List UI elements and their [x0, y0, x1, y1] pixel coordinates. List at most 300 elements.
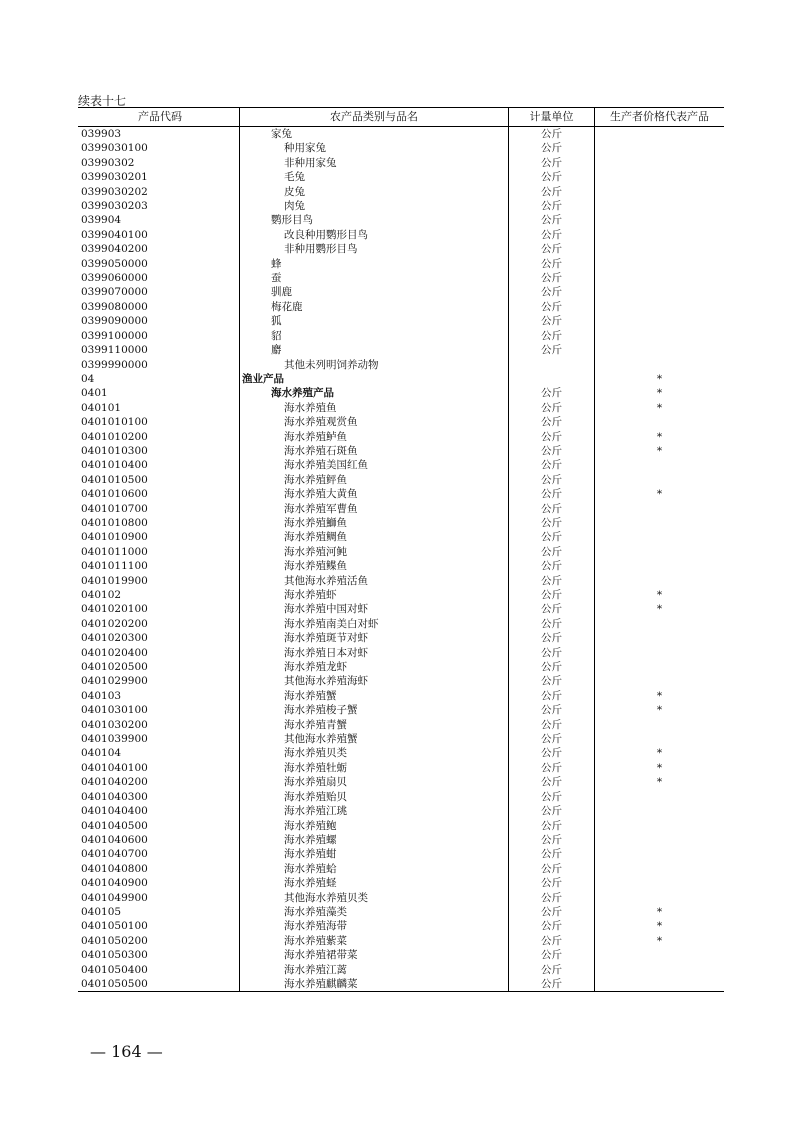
- product-code-cell: 0401: [81, 387, 108, 400]
- unit-cell: 公斤: [509, 502, 595, 516]
- product-code-cell: 0399040200: [81, 243, 148, 256]
- product-name-cell: 海水养殖藻类: [240, 905, 509, 919]
- unit-cell: [509, 358, 595, 372]
- product-name-cell: 非种用鹦形目鸟: [240, 242, 509, 256]
- table-row: [78, 919, 724, 933]
- table-row: [78, 847, 724, 861]
- product-name-cell: 海水养殖产品: [240, 386, 509, 400]
- table-row: [78, 819, 724, 833]
- product-code-cell: 0401040600: [81, 833, 148, 846]
- table-row: [78, 199, 724, 213]
- table-row: [78, 530, 724, 544]
- table-row: [78, 516, 724, 530]
- table-row: [78, 746, 724, 760]
- product-code-table: [78, 107, 724, 992]
- unit-cell: 公斤: [509, 732, 595, 746]
- product-code-cell: 0399100000: [81, 329, 148, 342]
- table-row: [78, 703, 724, 717]
- product-code-cell: 0401040300: [81, 790, 148, 803]
- unit-cell: 公斤: [509, 199, 595, 213]
- representative-mark-cell: [595, 257, 725, 271]
- product-name-cell: 其他海水养殖贝类: [240, 891, 509, 905]
- product-code-cell: 0399110000: [81, 344, 148, 357]
- product-code-cell: 040101: [81, 401, 122, 414]
- representative-mark-cell: [595, 516, 725, 530]
- representative-mark-cell: [595, 314, 725, 328]
- unit-cell: 公斤: [509, 415, 595, 429]
- unit-cell: 公斤: [509, 905, 595, 919]
- unit-cell: [509, 372, 595, 386]
- product-code-cell: 04: [81, 372, 95, 385]
- table-row: [78, 646, 724, 660]
- table-row: [78, 329, 724, 343]
- unit-cell: 公斤: [509, 819, 595, 833]
- table-row: [78, 271, 724, 285]
- product-code-cell: 040102: [81, 589, 122, 601]
- representative-mark-cell: [595, 819, 725, 833]
- unit-cell: 公斤: [509, 718, 595, 732]
- product-code-cell: 0399030202: [81, 185, 148, 198]
- product-name-cell: 海水养殖紫菜: [240, 934, 509, 948]
- representative-mark-cell: [595, 790, 725, 804]
- product-name-cell: 海水养殖河鲀: [240, 545, 509, 559]
- product-name-cell: 改良种用鹦形目鸟: [240, 228, 509, 242]
- representative-mark-cell: *: [595, 487, 725, 501]
- product-code-cell: 0401050500: [78, 977, 240, 992]
- unit-cell: 公斤: [509, 646, 595, 660]
- unit-cell: 公斤: [509, 516, 595, 530]
- unit-cell: 公斤: [509, 271, 595, 285]
- product-code-cell: 0401010600: [81, 488, 148, 501]
- product-name-cell: 海水养殖斑节对虾: [240, 631, 509, 645]
- product-name-cell: 海水养殖鲈鱼: [240, 430, 509, 444]
- table-row: [78, 905, 724, 919]
- representative-mark-cell: [595, 343, 725, 357]
- representative-mark-cell: [595, 271, 725, 285]
- representative-mark-cell: [595, 127, 725, 142]
- unit-cell: 公斤: [509, 559, 595, 573]
- table-row: [78, 185, 724, 199]
- unit-cell: 公斤: [509, 934, 595, 948]
- table-row: [78, 401, 724, 415]
- table-row: [78, 242, 724, 256]
- product-name-cell: 海水养殖青蟹: [240, 718, 509, 732]
- representative-mark-cell: [595, 646, 725, 660]
- unit-cell: 公斤: [509, 588, 595, 602]
- table-row: [78, 761, 724, 775]
- product-code-cell: 0401029900: [81, 675, 148, 688]
- unit-cell: 公斤: [509, 300, 595, 314]
- representative-mark-cell: [595, 170, 725, 184]
- product-code-cell: 0401050300: [81, 949, 148, 962]
- unit-cell: 公斤: [509, 602, 595, 616]
- unit-cell: 公斤: [509, 545, 595, 559]
- table-row: [78, 415, 724, 429]
- table-row: [78, 588, 724, 602]
- representative-mark-cell: [595, 545, 725, 559]
- table-row: [78, 963, 724, 977]
- table-row: [78, 300, 724, 314]
- representative-mark-cell: [595, 473, 725, 487]
- table-row: [78, 660, 724, 674]
- product-code-cell: 0401010500: [81, 473, 148, 486]
- representative-mark-cell: [595, 141, 725, 155]
- product-code-cell: 0401019900: [81, 574, 148, 587]
- unit-cell: 公斤: [509, 919, 595, 933]
- table-row: [78, 876, 724, 890]
- product-code-cell: 0401010800: [81, 516, 148, 529]
- product-code-cell: 0401040200: [81, 776, 148, 789]
- table-row: [78, 574, 724, 588]
- table-row: [78, 228, 724, 242]
- product-name-cell: 海水养殖海带: [240, 919, 509, 933]
- table-row: [78, 386, 724, 400]
- product-code-cell: 0401039900: [81, 733, 148, 746]
- product-code-cell: 0401010400: [81, 459, 148, 472]
- representative-mark-cell: [595, 631, 725, 645]
- table-row: [78, 444, 724, 458]
- product-code-cell: 0401011000: [81, 545, 148, 558]
- representative-mark-cell: *: [595, 386, 725, 400]
- unit-cell: 公斤: [509, 761, 595, 775]
- product-name-cell: 海水养殖江蓠: [240, 963, 509, 977]
- product-code-cell: 0399070000: [81, 286, 148, 299]
- table-row: [78, 213, 724, 227]
- representative-mark-cell: [595, 285, 725, 299]
- product-name-cell: 海水养殖鲽鱼: [240, 559, 509, 573]
- product-code-cell: 0401010100: [81, 416, 148, 429]
- product-code-cell: 0399030100: [81, 142, 148, 155]
- product-code-cell: 0401020200: [81, 617, 148, 630]
- header-price-representative: 生产者价格代表产品: [595, 108, 725, 127]
- product-code-cell: 0401040100: [81, 761, 148, 774]
- product-name-cell: 海水养殖龙虾: [240, 660, 509, 674]
- unit-cell: 公斤: [509, 689, 595, 703]
- table-row: [78, 430, 724, 444]
- unit-cell: 公斤: [509, 977, 595, 992]
- unit-cell: 公斤: [509, 170, 595, 184]
- product-code-cell: 0401040700: [81, 848, 148, 861]
- representative-mark-cell: [595, 891, 725, 905]
- product-name-cell: 海水养殖蚶: [240, 847, 509, 861]
- product-code-cell: 0401010200: [81, 430, 148, 443]
- product-code-cell: 0401040400: [81, 805, 148, 818]
- table-row: [78, 862, 724, 876]
- product-code-cell: 039904: [81, 214, 122, 227]
- unit-cell: 公斤: [509, 948, 595, 962]
- product-name-cell: 海水养殖虾: [240, 588, 509, 602]
- table-row: [78, 127, 724, 142]
- representative-mark-cell: [595, 804, 725, 818]
- table-row: [78, 934, 724, 948]
- table-row: [78, 891, 724, 905]
- table-row: [78, 948, 724, 962]
- representative-mark-cell: *: [595, 703, 725, 717]
- table-row: [78, 458, 724, 472]
- product-code-cell: 03990302: [81, 156, 135, 169]
- table-header-row: [78, 108, 724, 127]
- representative-mark-cell: [595, 242, 725, 256]
- product-name-cell: 海水养殖裙带菜: [240, 948, 509, 962]
- representative-mark-cell: [595, 156, 725, 170]
- product-name-cell: 其他海水养殖蟹: [240, 732, 509, 746]
- unit-cell: 公斤: [509, 257, 595, 271]
- product-code-cell: 0401010700: [81, 502, 148, 515]
- representative-mark-cell: [595, 300, 725, 314]
- table-row: [78, 358, 724, 372]
- representative-mark-cell: [595, 876, 725, 890]
- product-name-cell: 海水养殖扇贝: [240, 775, 509, 789]
- product-code-cell: 0401040800: [81, 862, 148, 875]
- representative-mark-cell: *: [595, 588, 725, 602]
- page-number: — 164 —: [90, 1042, 163, 1061]
- product-code-cell: 0401030100: [81, 704, 148, 717]
- product-code-cell: 0399090000: [81, 315, 148, 328]
- representative-mark-cell: [595, 862, 725, 876]
- representative-mark-cell: [595, 977, 725, 992]
- header-category-name: 农产品类别与品名: [240, 108, 509, 127]
- product-code-cell: 0399060000: [81, 272, 148, 285]
- unit-cell: 公斤: [509, 876, 595, 890]
- unit-cell: 公斤: [509, 314, 595, 328]
- product-code-cell: 0399030201: [81, 171, 148, 184]
- product-name-cell: 狐: [240, 314, 509, 328]
- header-unit: 计量单位: [509, 108, 595, 127]
- unit-cell: 公斤: [509, 631, 595, 645]
- product-name-cell: 海水养殖贻贝: [240, 790, 509, 804]
- product-name-cell: 海水养殖南美白对虾: [240, 617, 509, 631]
- product-name-cell: 海水养殖鲆鱼: [240, 473, 509, 487]
- product-name-cell: 海水养殖军曹鱼: [240, 502, 509, 516]
- unit-cell: 公斤: [509, 775, 595, 789]
- representative-mark-cell: [595, 329, 725, 343]
- representative-mark-cell: *: [595, 689, 725, 703]
- product-code-cell: 0401020100: [81, 603, 148, 616]
- product-name-cell: 海水养殖蛤: [240, 862, 509, 876]
- representative-mark-cell: [595, 502, 725, 516]
- product-name-cell: 海水养殖中国对虾: [240, 602, 509, 616]
- unit-cell: 公斤: [509, 185, 595, 199]
- unit-cell: 公斤: [509, 141, 595, 155]
- product-code-cell: 040104: [81, 747, 122, 760]
- product-name-cell: 海水养殖观赏鱼: [240, 415, 509, 429]
- representative-mark-cell: [595, 718, 725, 732]
- unit-cell: 公斤: [509, 674, 595, 688]
- representative-mark-cell: [595, 228, 725, 242]
- product-code-cell: 0399040100: [81, 228, 148, 241]
- product-code-cell: 0401050400: [81, 963, 148, 976]
- product-code-cell: 040105: [81, 905, 122, 918]
- representative-mark-cell: *: [595, 444, 725, 458]
- representative-mark-cell: [595, 574, 725, 588]
- representative-mark-cell: *: [595, 761, 725, 775]
- unit-cell: 公斤: [509, 487, 595, 501]
- unit-cell: 公斤: [509, 891, 595, 905]
- representative-mark-cell: *: [595, 934, 725, 948]
- product-name-cell: 种用家兔: [240, 141, 509, 155]
- table-row: [78, 141, 724, 155]
- product-code-cell: 0399990000: [81, 358, 148, 371]
- product-name-cell: 海水养殖鱼: [240, 401, 509, 415]
- table-row: [78, 314, 724, 328]
- product-name-cell: 蚕: [240, 271, 509, 285]
- product-name-cell: 海水养殖贝类: [240, 746, 509, 760]
- representative-mark-cell: [595, 358, 725, 372]
- representative-mark-cell: [595, 199, 725, 213]
- unit-cell: 公斤: [509, 285, 595, 299]
- table-row: [78, 372, 724, 386]
- unit-cell: 公斤: [509, 703, 595, 717]
- table-row: [78, 732, 724, 746]
- product-name-cell: 海水养殖蛏: [240, 876, 509, 890]
- product-code-cell: 0401020500: [81, 661, 148, 674]
- unit-cell: 公斤: [509, 847, 595, 861]
- unit-cell: 公斤: [509, 242, 595, 256]
- product-name-cell: 皮兔: [240, 185, 509, 199]
- representative-mark-cell: [595, 948, 725, 962]
- unit-cell: 公斤: [509, 530, 595, 544]
- product-name-cell: 海水养殖蟹: [240, 689, 509, 703]
- table-row: [78, 617, 724, 631]
- product-code-cell: 0399080000: [81, 300, 148, 313]
- product-name-cell: 毛兔: [240, 170, 509, 184]
- table-row: [78, 257, 724, 271]
- table-row: [78, 689, 724, 703]
- product-name-cell: 貂: [240, 329, 509, 343]
- product-name-cell: 海水养殖鲍: [240, 819, 509, 833]
- product-name-cell: 肉兔: [240, 199, 509, 213]
- table-row: [78, 170, 724, 184]
- table-row: [78, 473, 724, 487]
- representative-mark-cell: [595, 213, 725, 227]
- unit-cell: 公斤: [509, 401, 595, 415]
- header-product-code: 产品代码: [78, 108, 240, 127]
- representative-mark-cell: [595, 674, 725, 688]
- table-row: [78, 343, 724, 357]
- table-row: [78, 545, 724, 559]
- table-row: [78, 718, 724, 732]
- representative-mark-cell: *: [595, 602, 725, 616]
- product-name-cell: 海水养殖美国红鱼: [240, 458, 509, 472]
- table-row: [78, 674, 724, 688]
- representative-mark-cell: *: [595, 372, 725, 386]
- unit-cell: 公斤: [509, 329, 595, 343]
- representative-mark-cell: [595, 963, 725, 977]
- product-code-cell: 039903: [81, 128, 122, 140]
- representative-mark-cell: *: [595, 401, 725, 415]
- product-name-cell: 其他海水养殖活鱼: [240, 574, 509, 588]
- unit-cell: 公斤: [509, 228, 595, 242]
- table-row: [78, 790, 724, 804]
- representative-mark-cell: [595, 617, 725, 631]
- representative-mark-cell: *: [595, 775, 725, 789]
- table-row: [78, 559, 724, 573]
- product-name-cell: 其他海水养殖海虾: [240, 674, 509, 688]
- product-name-cell: 非种用家兔: [240, 156, 509, 170]
- representative-mark-cell: [595, 732, 725, 746]
- table-row: [78, 631, 724, 645]
- product-name-cell: 其他未列明饲养动物: [240, 358, 509, 372]
- product-name-cell: 家兔: [240, 127, 509, 142]
- representative-mark-cell: [595, 847, 725, 861]
- unit-cell: 公斤: [509, 473, 595, 487]
- unit-cell: 公斤: [509, 617, 595, 631]
- product-code-cell: 0399030203: [81, 200, 148, 213]
- unit-cell: 公斤: [509, 746, 595, 760]
- product-name-cell: 麝: [240, 343, 509, 357]
- product-name-cell: 海水养殖江珧: [240, 804, 509, 818]
- unit-cell: 公斤: [509, 790, 595, 804]
- product-name-cell: 海水养殖鲷鱼: [240, 530, 509, 544]
- unit-cell: 公斤: [509, 660, 595, 674]
- product-name-cell: 海水养殖牡蛎: [240, 761, 509, 775]
- product-name-cell: 鹦形目鸟: [240, 213, 509, 227]
- product-code-cell: 0401011100: [81, 560, 148, 573]
- table-row: [78, 285, 724, 299]
- representative-mark-cell: *: [595, 430, 725, 444]
- table-row: [78, 602, 724, 616]
- table-row: [78, 502, 724, 516]
- product-name-cell: 海水养殖日本对虾: [240, 646, 509, 660]
- representative-mark-cell: [595, 185, 725, 199]
- table-row: [78, 804, 724, 818]
- table-row: [78, 775, 724, 789]
- representative-mark-cell: [595, 559, 725, 573]
- representative-mark-cell: *: [595, 919, 725, 933]
- unit-cell: 公斤: [509, 127, 595, 142]
- representative-mark-cell: [595, 530, 725, 544]
- table-row: [78, 977, 724, 992]
- representative-mark-cell: [595, 660, 725, 674]
- product-code-cell: 0401020400: [81, 646, 148, 659]
- product-code-cell: 0401050100: [81, 920, 148, 933]
- table-row: [78, 156, 724, 170]
- representative-mark-cell: *: [595, 905, 725, 919]
- unit-cell: 公斤: [509, 386, 595, 400]
- representative-mark-cell: [595, 458, 725, 472]
- product-code-cell: 0401010900: [81, 531, 148, 544]
- unit-cell: 公斤: [509, 444, 595, 458]
- representative-mark-cell: [595, 415, 725, 429]
- product-code-cell: 0401010300: [81, 444, 148, 457]
- unit-cell: 公斤: [509, 833, 595, 847]
- product-code-cell: 0399050000: [81, 257, 148, 270]
- product-name-cell: 海水养殖梭子蟹: [240, 703, 509, 717]
- unit-cell: 公斤: [509, 213, 595, 227]
- product-name-cell: 海水养殖大黄鱼: [240, 487, 509, 501]
- table-row: [78, 487, 724, 501]
- unit-cell: 公斤: [509, 862, 595, 876]
- table-row: [78, 833, 724, 847]
- product-code-cell: 040103: [81, 689, 122, 702]
- product-code-cell: 0401020300: [81, 632, 148, 645]
- product-name-cell: 渔业产品: [240, 372, 509, 386]
- product-code-cell: 0401050200: [81, 934, 148, 947]
- product-code-cell: 0401040500: [81, 819, 148, 832]
- representative-mark-cell: [595, 833, 725, 847]
- product-name-cell: 海水养殖麒麟菜: [240, 977, 509, 992]
- product-code-cell: 0401040900: [81, 877, 148, 890]
- table-caption: 续表十七: [78, 94, 127, 108]
- unit-cell: 公斤: [509, 963, 595, 977]
- product-name-cell: 海水养殖石斑鱼: [240, 444, 509, 458]
- product-code-cell: 0401030200: [81, 718, 148, 731]
- unit-cell: 公斤: [509, 574, 595, 588]
- unit-cell: 公斤: [509, 156, 595, 170]
- product-name-cell: 蜂: [240, 257, 509, 271]
- unit-cell: 公斤: [509, 430, 595, 444]
- unit-cell: 公斤: [509, 458, 595, 472]
